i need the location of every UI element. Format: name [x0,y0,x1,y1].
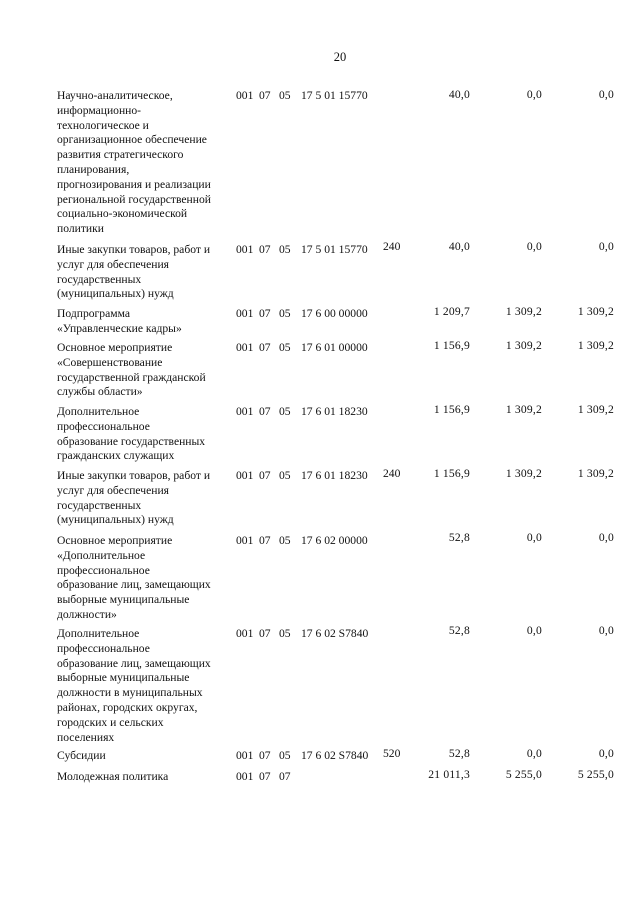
target-article-code: 17 6 02 00000 [301,534,368,547]
row-name: Субсидии [57,749,106,762]
target-article-code: 17 6 01 18230 [301,405,368,418]
section-code: 07 [259,243,271,256]
target-article-code: 17 5 01 15770 [301,89,368,102]
admin-code: 001 [236,770,254,783]
target-article-code: 17 6 02 S7840 [301,749,369,762]
row-name: Основное мероприятие «Совершенствование государственной гражданской службы области» [57,341,206,399]
subsection-code: 05 [279,469,291,482]
amount-year-2: 0,0 [526,240,542,253]
target-article-code: 17 6 01 18230 [301,469,368,482]
section-code: 07 [259,307,271,320]
amount-year-2: 1 309,2 [505,403,542,416]
target-article-code: 17 5 01 15770 [301,243,368,256]
amount-year-3: 0,0 [598,88,614,101]
section-code: 07 [259,534,271,547]
amount-year-2: 0,0 [526,624,542,637]
subsection-code: 05 [279,307,291,320]
subsection-code: 05 [279,627,291,640]
amount-year-2: 1 309,2 [505,467,542,480]
admin-code: 001 [236,307,254,320]
section-code: 07 [259,627,271,640]
amount-year-1: 1 156,9 [433,403,470,416]
amount-year-1: 52,8 [448,531,470,544]
expense-type-code: 240 [383,467,401,480]
amount-year-2: 0,0 [526,747,542,760]
row-name: Основное мероприятие «Дополнительное профессиональное образование лиц, замещающих выборные муниципальные должности» [57,534,211,621]
amount-year-2: 0,0 [526,88,542,101]
page-number: 20 [333,50,347,64]
admin-code: 001 [236,243,254,256]
subsection-code: 05 [279,534,291,547]
row-name: Подпрограмма «Управленческие кадры» [57,307,182,335]
amount-year-3: 0,0 [598,747,614,760]
subsection-code: 05 [279,405,291,418]
amount-year-1: 1 156,9 [433,339,470,352]
admin-code: 001 [236,341,254,354]
amount-year-3: 0,0 [598,240,614,253]
row-name: Иные закупки товаров, работ и услуг для обеспечения государственных (муниципальных) нужд [57,469,211,527]
amount-year-2: 0,0 [526,531,542,544]
amount-year-1: 52,8 [448,624,470,637]
amount-year-1: 40,0 [448,240,470,253]
row-name: Иные закупки товаров, работ и услуг для обеспечения государственных (муниципальных) нужд [57,243,211,301]
amount-year-3: 5 255,0 [577,768,614,781]
target-article-code: 17 6 00 00000 [301,307,368,320]
amount-year-3: 1 309,2 [577,403,614,416]
section-code: 07 [259,405,271,418]
amount-year-1: 1 209,7 [433,305,470,318]
expense-type-code: 520 [383,747,401,760]
amount-year-3: 0,0 [598,531,614,544]
row-name: Научно-аналитическое, информационно- технологическое и организационное обеспечение развития стратегического планирования, прогнозирования и реализации региональной государственной социально-экономической политики [57,89,211,236]
row-name: Дополнительное профессиональное образование лиц, замещающих выборные муниципальные должности в муниципальных районах, городских округах, городских и сельских поселениях [57,627,211,744]
subsection-code: 05 [279,749,291,762]
subsection-code: 07 [279,770,291,783]
amount-year-2: 1 309,2 [505,305,542,318]
admin-code: 001 [236,89,254,102]
amount-year-2: 1 309,2 [505,339,542,352]
target-article-code: 17 6 02 S7840 [301,627,369,640]
admin-code: 001 [236,627,254,640]
section-code: 07 [259,89,271,102]
amount-year-3: 1 309,2 [577,305,614,318]
admin-code: 001 [236,749,254,762]
row-name: Молодежная политика [57,770,169,783]
expense-type-code: 240 [383,240,401,253]
section-code: 07 [259,770,271,783]
subsection-code: 05 [279,243,291,256]
admin-code: 001 [236,534,254,547]
amount-year-3: 1 309,2 [577,339,614,352]
amount-year-2: 5 255,0 [505,768,542,781]
amount-year-1: 52,8 [448,747,470,760]
amount-year-1: 21 011,3 [428,768,470,781]
section-code: 07 [259,469,271,482]
amount-year-3: 1 309,2 [577,467,614,480]
section-code: 07 [259,341,271,354]
row-name: Дополнительное профессиональное образование государственных гражданских служащих [57,405,206,463]
section-code: 07 [259,749,271,762]
target-article-code: 17 6 01 00000 [301,341,368,354]
admin-code: 001 [236,469,254,482]
amount-year-3: 0,0 [598,624,614,637]
subsection-code: 05 [279,341,291,354]
subsection-code: 05 [279,89,291,102]
amount-year-1: 1 156,9 [433,467,470,480]
amount-year-1: 40,0 [448,88,470,101]
admin-code: 001 [236,405,254,418]
